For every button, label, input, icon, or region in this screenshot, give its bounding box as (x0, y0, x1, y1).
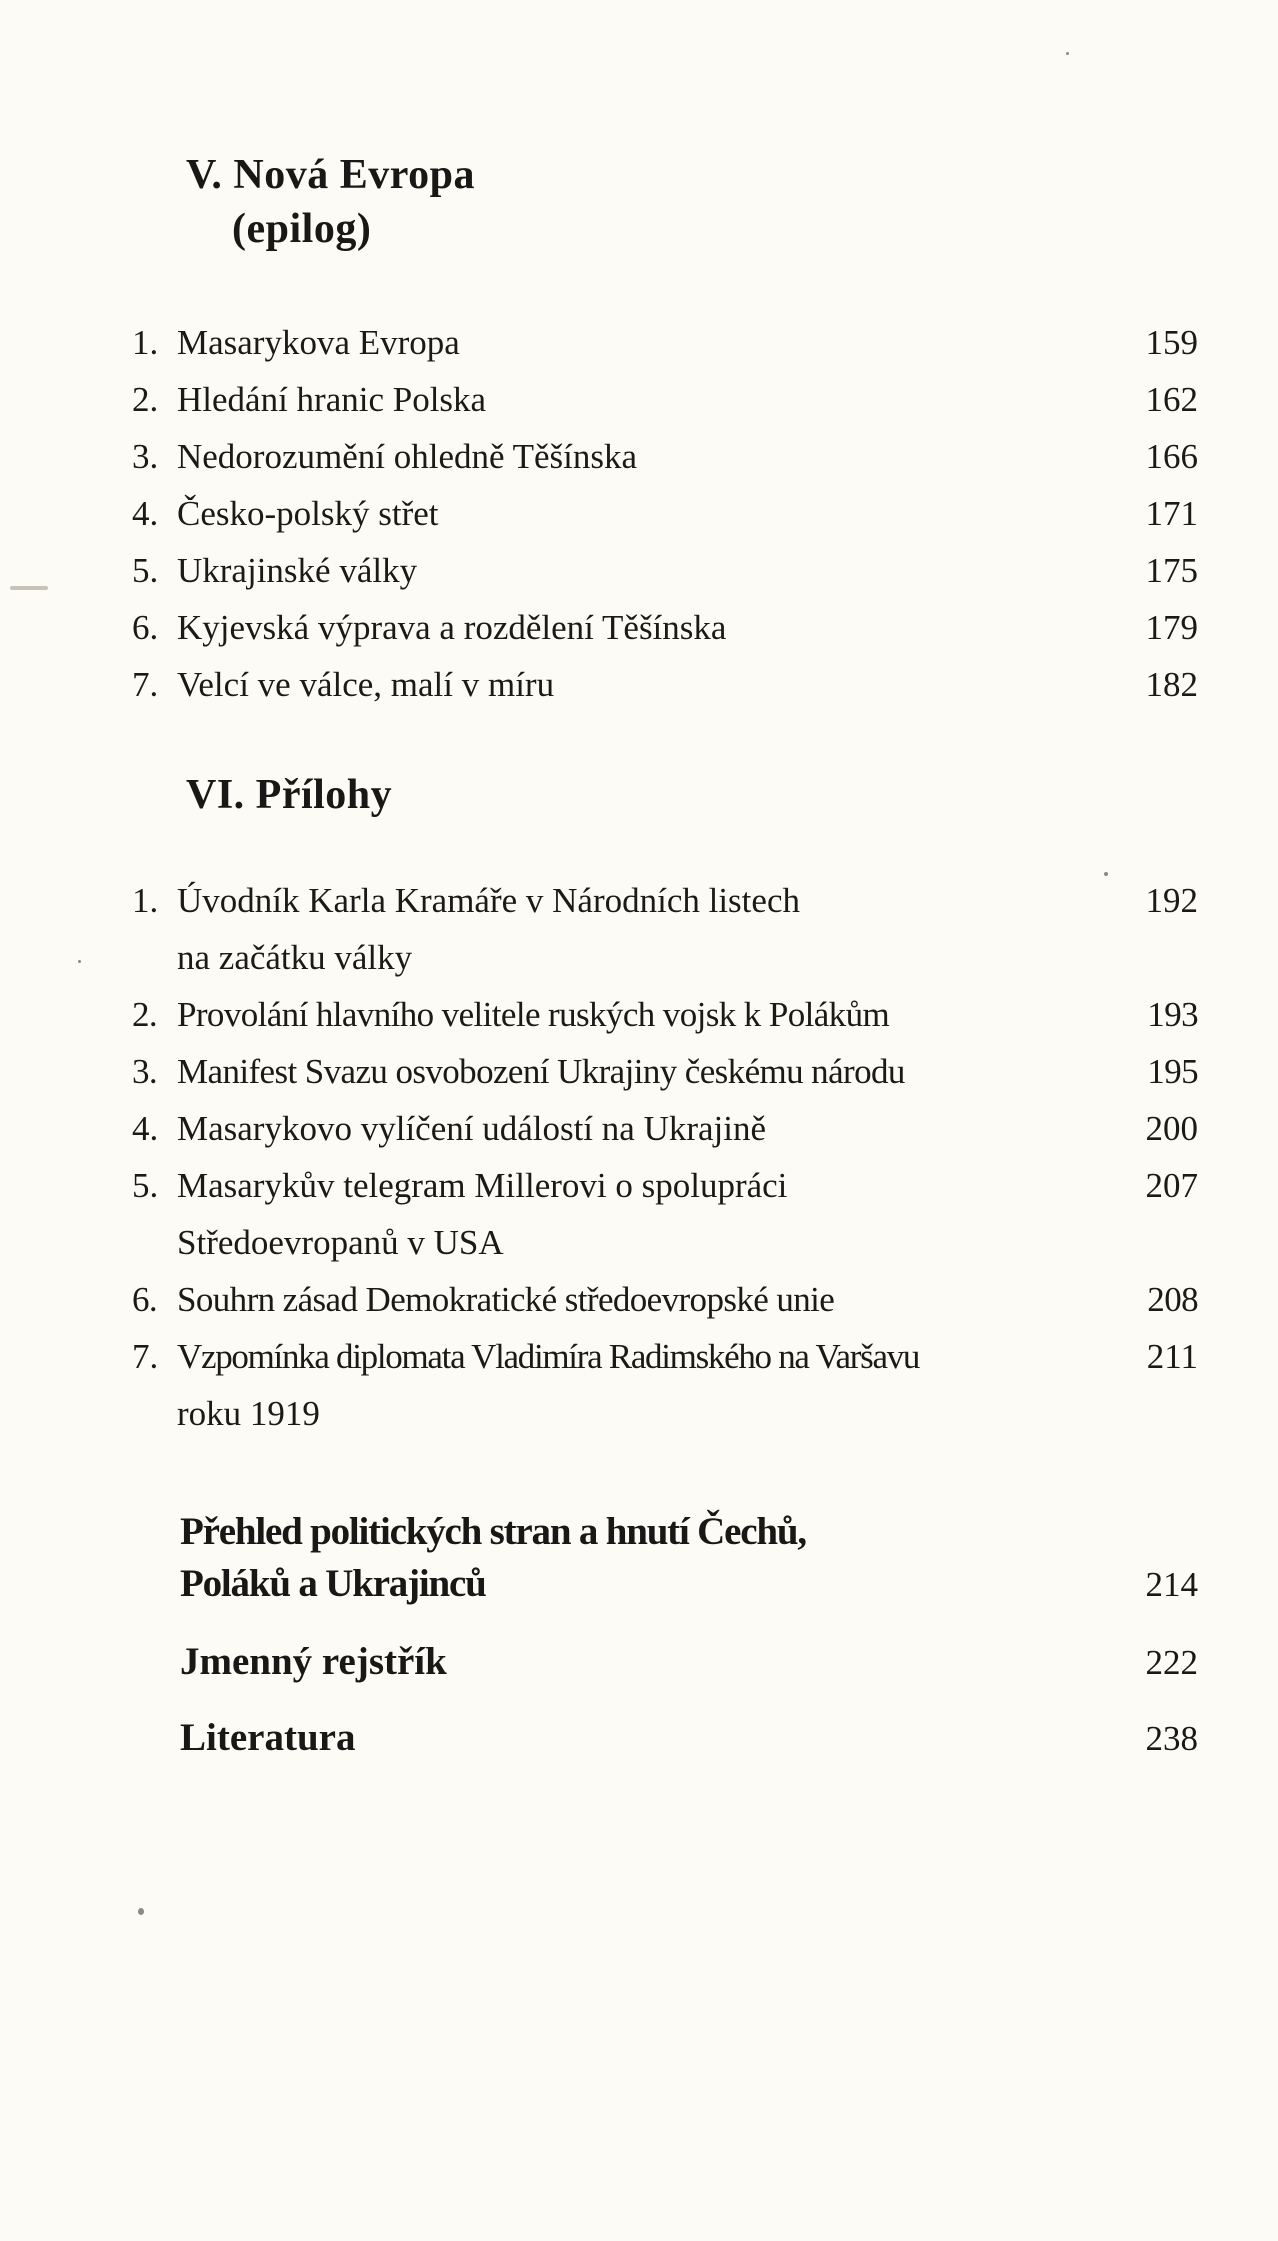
entry-number: 1. (132, 323, 159, 362)
entry-page: 200 (1145, 1109, 1198, 1148)
entry-title: Provolání hlavního velitele ruských vojsk k Polákům (177, 995, 890, 1034)
entry-page: 159 (1145, 323, 1198, 362)
print-speck (78, 960, 81, 963)
print-speck (138, 1908, 144, 1915)
toc-entry (132, 872, 1198, 929)
extra-name-index (180, 1636, 1198, 1689)
extra-title-line1: Přehled politických stran a hnutí Čechů, (180, 1510, 806, 1553)
entry-number: 4. (132, 494, 159, 533)
toc-entry (132, 986, 1198, 1043)
extra-page: 222 (1145, 1643, 1198, 1682)
print-speck (1104, 872, 1108, 876)
entry-title: Hledání hranic Polska (177, 380, 487, 419)
toc-entry (132, 1100, 1198, 1157)
toc-entry (132, 1157, 1198, 1214)
toc-entry (132, 485, 1198, 542)
entry-page: 166 (1145, 437, 1198, 476)
extra-literature (180, 1712, 1198, 1765)
print-smudge (10, 586, 48, 590)
toc-entry (132, 599, 1198, 656)
entry-page: 211 (1146, 1337, 1198, 1376)
toc-entry (132, 371, 1198, 428)
entry-title: Nedorozumění ohledně Těšínska (177, 437, 638, 476)
entry-page: 179 (1145, 608, 1198, 647)
entry-page: 182 (1145, 665, 1198, 704)
entry-number: 2. (132, 380, 159, 419)
entry-title: Souhrn zásad Demokratické středoevropské unie (177, 1280, 835, 1319)
entry-continuation: na začátku války (177, 938, 413, 977)
entry-number: 6. (132, 1280, 158, 1319)
entry-page: 208 (1147, 1280, 1198, 1319)
entry-page: 207 (1145, 1166, 1198, 1205)
entry-title: Masarykův telegram Millerovi o spolupráci (177, 1166, 788, 1205)
part-6-title: VI. Přílohy (186, 772, 393, 818)
part-5-title (186, 148, 475, 256)
entry-title: Česko-polský střet (177, 494, 439, 533)
entry-continuation: Středoevropanů v USA (177, 1223, 504, 1262)
extra-page: 214 (1145, 1565, 1198, 1604)
part-5-entries (132, 314, 1198, 713)
entry-title: Velcí ve válce, malí v míru (177, 665, 555, 704)
entry-page: 193 (1147, 995, 1198, 1034)
entry-number: 2. (132, 995, 158, 1034)
entry-title: Masarykova Evropa (177, 323, 460, 362)
part-6-entries (132, 872, 1198, 1442)
entry-title: Úvodník Karla Kramáře v Národních listech (177, 881, 800, 920)
extra-title-line2: Poláků a Ukrajinců (180, 1562, 486, 1605)
entry-page: 192 (1145, 881, 1198, 920)
extra-title: Literatura (180, 1716, 356, 1759)
entry-number: 7. (132, 1337, 159, 1376)
entry-title: Vzpomínka diplomata Vladimíra Radimského na Varšavu (177, 1337, 920, 1376)
extra-row (180, 1636, 1198, 1689)
entry-number: 3. (132, 1052, 158, 1091)
extra-title: Jmenný rejstřík (180, 1640, 447, 1683)
entry-page: 171 (1145, 494, 1198, 533)
entry-title: Manifest Svazu osvobození Ukrajiny českému národu (177, 1052, 905, 1091)
toc-entry (132, 656, 1198, 713)
entry-page: 195 (1147, 1052, 1198, 1091)
part-5-title-line1: V. Nová Evropa (186, 152, 476, 198)
entry-title: Kyjevská výprava a rozdělení Těšínska (177, 608, 727, 647)
entry-number: 7. (132, 665, 159, 704)
extra-row (180, 1712, 1198, 1765)
entry-page: 175 (1145, 551, 1198, 590)
toc-entry (132, 428, 1198, 485)
entry-number: 1. (132, 881, 159, 920)
toc-entry (132, 314, 1198, 371)
part-5-title-line2: (epilog) (232, 206, 372, 252)
toc-entry (132, 1043, 1198, 1100)
entry-number: 3. (132, 437, 159, 476)
extra-party-overview (180, 1506, 1198, 1611)
entry-number: 4. (132, 1109, 159, 1148)
toc-entry (132, 1328, 1198, 1385)
toc-entry (132, 542, 1198, 599)
entry-title: Masarykovo vylíčení událostí na Ukrajině (177, 1109, 767, 1148)
entry-number: 5. (132, 1166, 159, 1205)
entry-title: Ukrajinské války (177, 551, 418, 590)
print-speck (1066, 52, 1069, 55)
entry-number: 5. (132, 551, 159, 590)
entry-number: 6. (132, 608, 159, 647)
entry-continuation: roku 1919 (177, 1394, 320, 1433)
entry-page: 162 (1145, 380, 1198, 419)
toc-entry (132, 1271, 1198, 1328)
extra-row (180, 1558, 1198, 1611)
extra-page: 238 (1145, 1719, 1198, 1758)
